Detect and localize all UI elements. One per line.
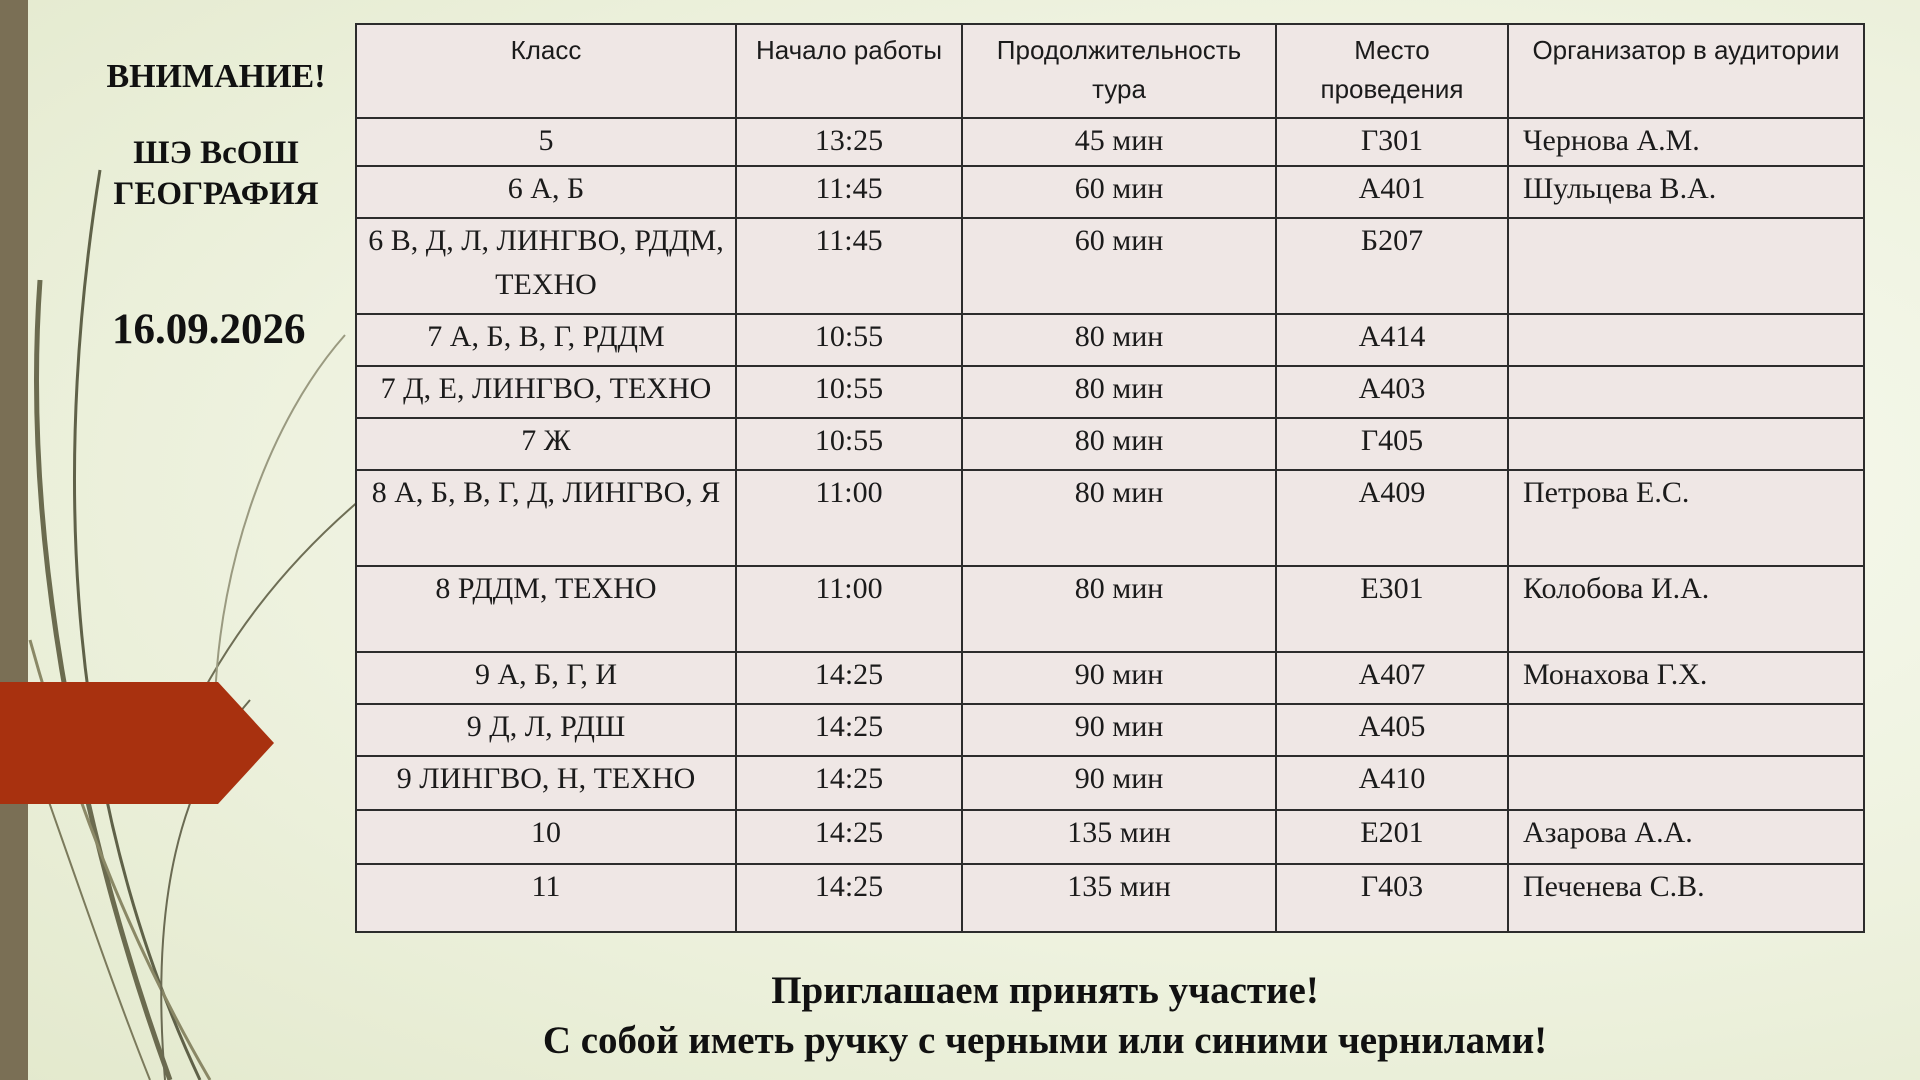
start-cell: 11:00 — [736, 566, 962, 652]
organizer-cell: Монахова Г.Х. — [1508, 652, 1864, 704]
duration-cell: 60 мин — [962, 218, 1276, 314]
organizer-cell — [1508, 366, 1864, 418]
start-cell: 11:45 — [736, 166, 962, 218]
room-cell: А414 — [1276, 314, 1508, 366]
footer-invite: Приглашаем принять участие! — [771, 969, 1319, 1012]
table-row — [356, 810, 1864, 864]
class-cell: 9 Д, Л, РДШ — [356, 704, 736, 756]
room-cell: Е301 — [1276, 566, 1508, 652]
start-cell: 11:45 — [736, 218, 962, 314]
table-row — [356, 652, 1864, 704]
duration-cell: 135 мин — [962, 864, 1276, 932]
room-cell: Г405 — [1276, 418, 1508, 470]
start-cell: 14:25 — [736, 756, 962, 810]
start-cell: 10:55 — [736, 314, 962, 366]
duration-cell: 80 мин — [962, 314, 1276, 366]
class-cell: 5 — [356, 118, 736, 166]
table-row — [356, 704, 1864, 756]
duration-cell: 80 мин — [962, 366, 1276, 418]
table-row — [356, 864, 1864, 932]
header-start: Начало работы — [736, 24, 962, 118]
table-row — [356, 218, 1864, 314]
duration-cell: 90 мин — [962, 652, 1276, 704]
room-cell: Е201 — [1276, 810, 1508, 864]
header-row — [356, 24, 1864, 118]
class-cell: 7 Ж — [356, 418, 736, 470]
class-cell: 8 РДДМ, ТЕХНО — [356, 566, 736, 652]
room-cell: А410 — [1276, 756, 1508, 810]
event-date: 16.09.2026 — [112, 306, 306, 353]
start-cell: 14:25 — [736, 864, 962, 932]
start-cell: 13:25 — [736, 118, 962, 166]
room-cell: А405 — [1276, 704, 1508, 756]
attention-label: ВНИМАНИЕ! — [106, 58, 326, 95]
duration-cell: 135 мин — [962, 810, 1276, 864]
table-row — [356, 366, 1864, 418]
start-cell: 10:55 — [736, 366, 962, 418]
duration-cell: 45 мин — [962, 118, 1276, 166]
duration-cell: 60 мин — [962, 166, 1276, 218]
room-cell: А401 — [1276, 166, 1508, 218]
organizer-cell — [1508, 756, 1864, 810]
organizer-cell — [1508, 418, 1864, 470]
class-cell: 9 А, Б, Г, И — [356, 652, 736, 704]
table-row — [356, 756, 1864, 810]
room-cell: Б207 — [1276, 218, 1508, 314]
footer-instruction: С собой иметь ручку с черными или синими чернилами! — [542, 1019, 1548, 1062]
start-cell: 11:00 — [736, 470, 962, 566]
organizer-cell: Чернова А.М. — [1508, 118, 1864, 166]
header-duration: Продолжительность тура — [962, 24, 1276, 118]
organizer-cell: Колобова И.А. — [1508, 566, 1864, 652]
table-row — [356, 314, 1864, 366]
side-heading — [96, 56, 336, 215]
table-row — [356, 118, 1864, 166]
table-row — [356, 566, 1864, 652]
organizer-cell: Азарова А.А. — [1508, 810, 1864, 864]
header-organizer: Организатор в аудитории — [1508, 24, 1864, 118]
header-class: Класс — [356, 24, 736, 118]
organizer-cell: Печенева С.В. — [1508, 864, 1864, 932]
class-cell: 11 — [356, 864, 736, 932]
header-room: Место проведения — [1276, 24, 1508, 118]
start-cell: 10:55 — [736, 418, 962, 470]
room-cell: Г403 — [1276, 864, 1508, 932]
organizer-cell: Петрова Е.С. — [1508, 470, 1864, 566]
start-cell: 14:25 — [736, 704, 962, 756]
duration-cell: 90 мин — [962, 704, 1276, 756]
table-row — [356, 418, 1864, 470]
accent-arrow-shape — [0, 682, 274, 804]
duration-cell: 90 мин — [962, 756, 1276, 810]
start-cell: 14:25 — [736, 652, 962, 704]
organizer-cell — [1508, 314, 1864, 366]
duration-cell: 80 мин — [962, 566, 1276, 652]
start-cell: 14:25 — [736, 810, 962, 864]
class-cell: 7 Д, Е, ЛИНГВО, ТЕХНО — [356, 366, 736, 418]
event-label: ШЭ ВсОШ — [133, 134, 299, 171]
subject-label: ГЕОГРАФИЯ — [113, 175, 319, 212]
room-cell: А409 — [1276, 470, 1508, 566]
class-cell: 6 В, Д, Л, ЛИНГВО, РДДМ, ТЕХНО — [356, 218, 736, 314]
organizer-cell — [1508, 218, 1864, 314]
class-cell: 9 ЛИНГВО, Н, ТЕХНО — [356, 756, 736, 810]
room-cell: А403 — [1276, 366, 1508, 418]
table-row — [356, 166, 1864, 218]
organizer-cell: Шульцева В.А. — [1508, 166, 1864, 218]
duration-cell: 80 мин — [962, 418, 1276, 470]
table-row — [356, 470, 1864, 566]
class-cell: 6 А, Б — [356, 166, 736, 218]
room-cell: Г301 — [1276, 118, 1508, 166]
class-cell: 7 А, Б, В, Г, РДДМ — [356, 314, 736, 366]
room-cell: А407 — [1276, 652, 1508, 704]
footer-note — [355, 966, 1735, 1066]
organizer-cell — [1508, 704, 1864, 756]
schedule-table — [355, 23, 1865, 933]
class-cell: 10 — [356, 810, 736, 864]
duration-cell: 80 мин — [962, 470, 1276, 566]
class-cell: 8 А, Б, В, Г, Д, ЛИНГВО, Я — [356, 470, 736, 566]
